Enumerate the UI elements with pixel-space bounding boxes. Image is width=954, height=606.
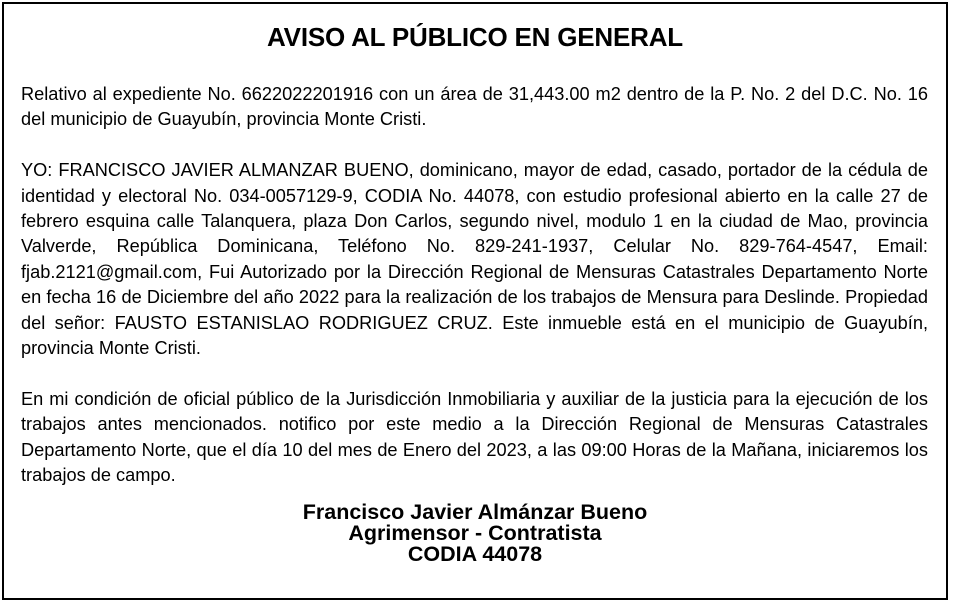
signature-name: Francisco Javier Almánzar Bueno: [302, 500, 648, 524]
notice-body: [21, 82, 928, 514]
public-notice: [2, 2, 948, 600]
paragraph-file-reference: Relativo al expediente No. 6622022201916 con un área de 31,443.00 m2 dentro de la P. No. 2 del D.C. No. 16 del municipio de Guayubín, provincia Monte Cristi.: [21, 84, 928, 130]
signature-block: [4, 502, 946, 565]
signature-codia: CODIA 44078: [407, 542, 543, 566]
signature-role: Agrimensor - Contratista: [348, 521, 602, 545]
paragraph-work-notification: En mi condición de oficial público de la Jurisdicción Inmobiliaria y auxiliar de la justicia para la ejecución de los trabajos antes mencionados. notifico por este medio a la Dirección Regional de Mensuras Catastrales Departamento Norte, que el día 10 del mes de Enero del 2023, a las 09:00 Horas de la Mañana, iniciaremos los trabajos de campo.: [21, 388, 928, 486]
notice-title: AVISO AL PÚBLICO EN GENERAL: [267, 22, 683, 52]
paragraph-surveyor-declaration: YO: FRANCISCO JAVIER ALMANZAR BUENO, dominicano, mayor de edad, casado, portador de la cédula de identidad y electoral No. 034-0057129-9, CODIA No. 44078, con estudio profesional abierto en la calle 27 de febrero esquina calle Talanquera, plaza Don Carlos, segundo nivel, modulo 1 en la ciudad de Mao, provincia Valverde, República Dominicana, Teléfono No. 829-241-1937, Celular No. 829-764-4547, Email: fjab.2121@gmail.com, Fui Autorizado por la Dirección Regional de Mensuras Catastrales Departamento Norte en fecha 16 de Diciembre del año 2022 para la realización de los trabajos de Mensura para Deslinde. Propiedad del señor: FAUSTO ESTANISLAO RODRIGUEZ CRUZ. Este inmueble está en el municipio de Guayubín, provincia Monte Cristi.: [21, 160, 928, 359]
